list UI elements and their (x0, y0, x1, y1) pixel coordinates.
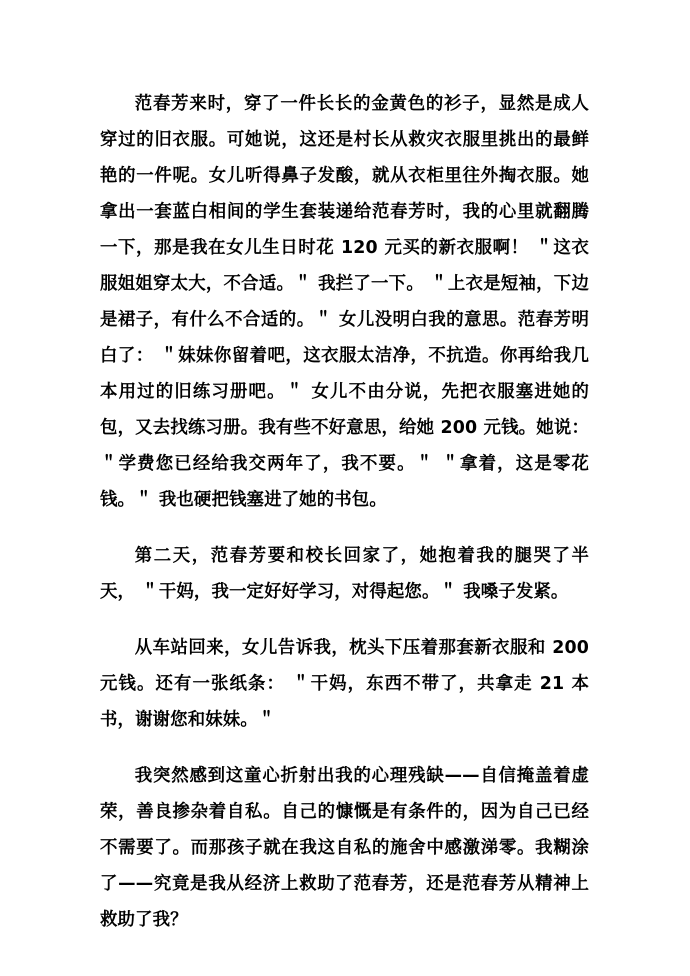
paragraph-1: 范春芳来时，穿了一件长长的金黄色的衫子，显然是成人穿过的旧衣服。可她说，这还是村长从救灾衣服里挑出的最鲜艳的一件呢。女儿听得鼻子发酸，就从衣柜里往外掏衣服。她拿出一套蓝白相间的学生套装递给范春芳时，我的心里就翻腾一下，那是我在女儿生日时花 120 元买的新衣服啊！ ＂这衣服姐姐穿太大，不合适。＂ 我拦了一下。 ＂上衣是短袖，下边是裙子，有什么不合适的。＂ 女儿没明白我的意思。范春芳明白了： ＂妹妹你留着吧，这衣服太洁净，不抗造。你再给我几本用过的旧练习册吧。＂ 女儿不由分说，先把衣服塞进她的包，又去找练习册。我有些不好意思，给她 200 元钱。她说： ＂学费您已经给我交两年了，我不要。＂ ＂拿着，这是零花钱。＂ 我也硬把钱塞进了她的书包。 (100, 94, 589, 510)
paragraph-4: 我突然感到这童心折射出我的心理残缺——自信掩盖着虚荣，善良掺杂着自私。自己的慷慨是有条件的，因为自己已经不需要了。而那孩子就在我这自私的施舍中感激涕零。我糊涂了——究竟是我从经济上救助了范春芳，还是范春芳从精神上救助了我？ (100, 766, 589, 930)
document-body (100, 86, 589, 938)
paragraph-2: 第二天，范春芳要和校长回家了，她抱着我的腿哭了半天， ＂干妈，我一定好好学习，对得起您。＂ 我嗓子发紧。 (100, 546, 589, 602)
paragraph-3: 从车站回来，女儿告诉我，枕头下压着那套新衣服和 200 元钱。还有一张纸条： ＂干妈，东西不带了，共拿走 21 本书，谢谢您和妹妹。＂ (100, 638, 589, 730)
